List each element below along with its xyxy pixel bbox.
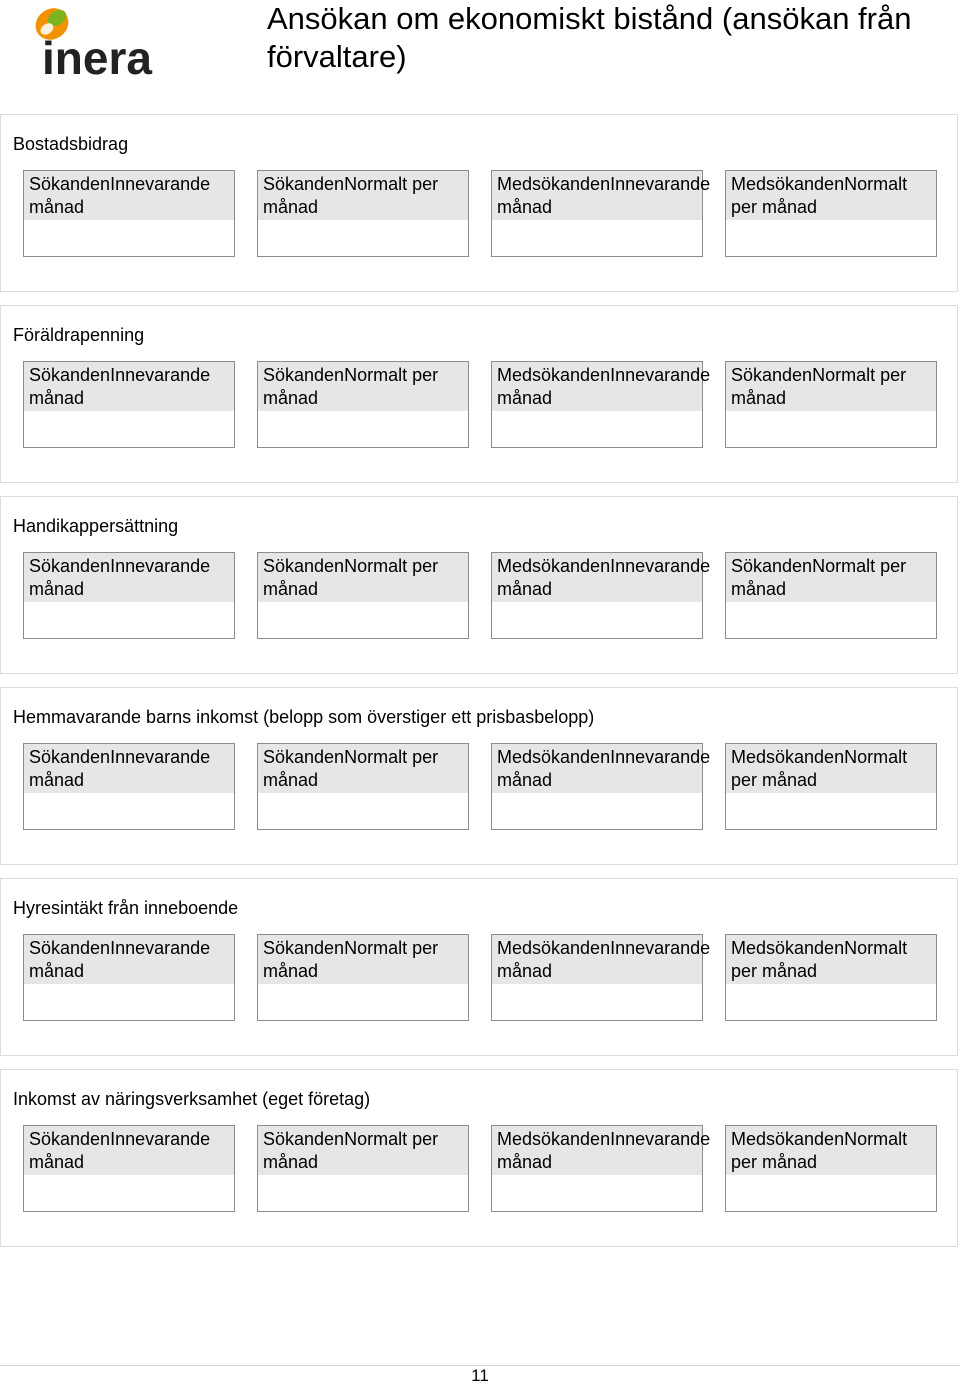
- field-value[interactable]: [258, 602, 468, 638]
- field-label: MedsökandenInnevarande månad: [492, 171, 702, 220]
- field-value[interactable]: [726, 793, 936, 829]
- field-label: SökandenNormalt per månad: [726, 553, 936, 602]
- field-label: MedsökandenInnevarande månad: [492, 362, 702, 411]
- amount-field[interactable]: [257, 170, 469, 257]
- field-value[interactable]: [24, 220, 234, 256]
- section-title: Föräldrapenning: [13, 325, 145, 345]
- field-value[interactable]: [492, 793, 702, 829]
- amount-field[interactable]: [491, 552, 711, 639]
- field-value[interactable]: [726, 220, 936, 256]
- amount-field[interactable]: [257, 361, 469, 448]
- field-label: SökandenInnevarande månad: [24, 1126, 234, 1175]
- inera-logo-graphic: [30, 2, 160, 80]
- field-value[interactable]: [492, 984, 702, 1020]
- field-label: SökandenNormalt per månad: [258, 362, 468, 411]
- field-value[interactable]: [492, 411, 702, 447]
- amount-field[interactable]: [257, 552, 469, 639]
- field-label: SökandenInnevarande månad: [24, 171, 234, 220]
- field-label: MedsökandenNormalt per månad: [726, 744, 936, 793]
- field-label: SökandenInnevarande månad: [24, 362, 234, 411]
- field-value[interactable]: [24, 411, 234, 447]
- amount-field[interactable]: [491, 743, 711, 830]
- amount-field[interactable]: [257, 934, 469, 1021]
- field-value[interactable]: [726, 602, 936, 638]
- amount-field[interactable]: [725, 1125, 937, 1212]
- page-number: 11: [471, 1366, 489, 1385]
- field-value[interactable]: [492, 602, 702, 638]
- form-section: [0, 114, 958, 292]
- field-label: SökandenNormalt per månad: [258, 553, 468, 602]
- section-title: Inkomst av näringsverksamhet (eget företag): [13, 1089, 371, 1109]
- amount-field[interactable]: [23, 1125, 235, 1212]
- field-value[interactable]: [24, 1175, 234, 1211]
- field-value[interactable]: [24, 602, 234, 638]
- amount-field[interactable]: [491, 170, 711, 257]
- document-title: Ansökan om ekonomiskt bistånd (ansökan från förvaltare): [267, 1, 912, 74]
- field-value[interactable]: [492, 220, 702, 256]
- section-title: Hyresintäkt från inneboende: [13, 898, 239, 918]
- field-label: MedsökandenNormalt per månad: [726, 1126, 936, 1175]
- field-value[interactable]: [726, 1175, 936, 1211]
- section-title: Bostadsbidrag: [13, 134, 129, 154]
- amount-field[interactable]: [725, 743, 937, 830]
- field-label: MedsökandenInnevarande månad: [492, 553, 702, 602]
- field-value[interactable]: [492, 1175, 702, 1211]
- field-label: SökandenNormalt per månad: [258, 1126, 468, 1175]
- form-section: [0, 496, 958, 674]
- logo-text: inera: [42, 32, 152, 80]
- field-value[interactable]: [258, 220, 468, 256]
- section-title: Handikappersättning: [13, 516, 179, 536]
- field-label: SökandenInnevarande månad: [24, 553, 234, 602]
- field-label: SökandenNormalt per månad: [726, 362, 936, 411]
- field-value[interactable]: [24, 793, 234, 829]
- field-value[interactable]: [258, 1175, 468, 1211]
- amount-field[interactable]: [23, 934, 235, 1021]
- field-value[interactable]: [24, 984, 234, 1020]
- field-label: MedsökandenInnevarande månad: [492, 744, 702, 793]
- amount-field[interactable]: [257, 743, 469, 830]
- amount-field[interactable]: [491, 934, 711, 1021]
- amount-field[interactable]: [23, 552, 235, 639]
- section-title: Hemmavarande barns inkomst (belopp som överstiger ett prisbasbelopp): [13, 707, 595, 727]
- amount-field[interactable]: [491, 361, 711, 448]
- field-label: SökandenInnevarande månad: [24, 744, 234, 793]
- amount-field[interactable]: [491, 1125, 711, 1212]
- field-label: MedsökandenNormalt per månad: [726, 171, 936, 220]
- field-label: MedsökandenNormalt per månad: [726, 935, 936, 984]
- amount-field[interactable]: [23, 361, 235, 448]
- amount-field[interactable]: [23, 170, 235, 257]
- field-label: SökandenNormalt per månad: [258, 171, 468, 220]
- field-value[interactable]: [258, 984, 468, 1020]
- field-label: SökandenInnevarande månad: [24, 935, 234, 984]
- field-value[interactable]: [726, 411, 936, 447]
- field-value[interactable]: [258, 793, 468, 829]
- amount-field[interactable]: [257, 1125, 469, 1212]
- field-label: MedsökandenInnevarande månad: [492, 935, 702, 984]
- field-value[interactable]: [726, 984, 936, 1020]
- field-label: SökandenNormalt per månad: [258, 935, 468, 984]
- amount-field[interactable]: [725, 170, 937, 257]
- field-value[interactable]: [258, 411, 468, 447]
- amount-field[interactable]: [23, 743, 235, 830]
- amount-field[interactable]: [725, 361, 937, 448]
- field-label: MedsökandenInnevarande månad: [492, 1126, 702, 1175]
- amount-field[interactable]: [725, 934, 937, 1021]
- form-section: [0, 878, 958, 1056]
- field-label: SökandenNormalt per månad: [258, 744, 468, 793]
- amount-field[interactable]: [725, 552, 937, 639]
- inera-logo: [30, 2, 160, 80]
- form-section: [0, 305, 958, 483]
- form-section: [0, 1069, 958, 1247]
- form-section: [0, 687, 958, 865]
